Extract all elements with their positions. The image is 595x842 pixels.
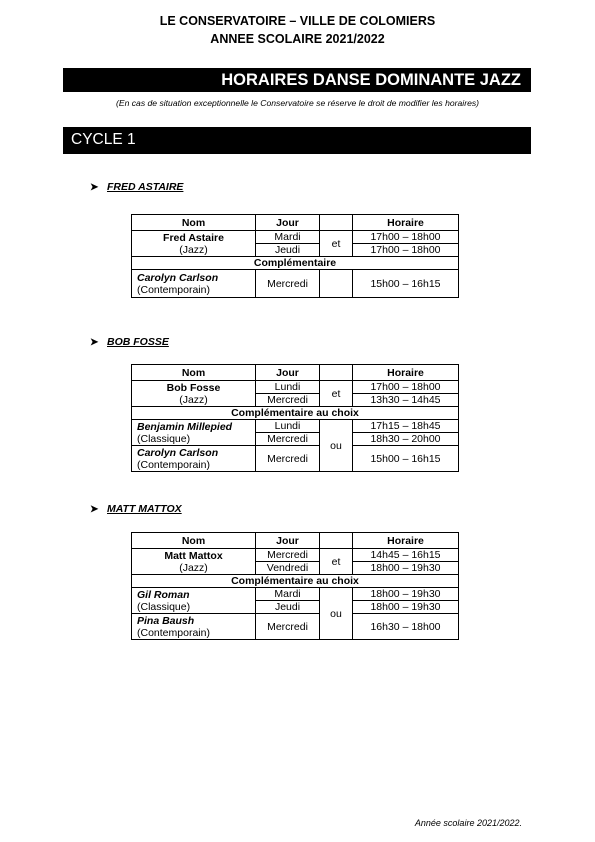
footer-text: Année scolaire 2021/2022. <box>414 818 522 828</box>
connector-cell: et <box>320 231 353 257</box>
time-cell: 18h00 – 19h30 <box>353 562 459 575</box>
disclaimer-note: (En cas de situation exceptionnelle le Conservatoire se réserve le droit de modifier les horaires) <box>115 98 480 108</box>
connector-cell: et <box>320 381 353 407</box>
col-header-jour: Jour <box>256 365 320 381</box>
complement-teacher-cell <box>132 446 256 472</box>
connector-cell: et <box>320 549 353 575</box>
time-cell: 15h00 – 16h15 <box>353 270 459 298</box>
col-header-connector <box>320 365 353 381</box>
title-banner <box>63 68 531 92</box>
time-cell: 13h30 – 14h45 <box>353 394 459 407</box>
time-cell: 18h00 – 19h30 <box>353 601 459 614</box>
col-header-nom: Nom <box>132 533 256 549</box>
day-cell: Jeudi <box>256 601 320 614</box>
connector-cell: ou <box>320 588 353 640</box>
teacher-name: Fred Astaire <box>163 231 224 244</box>
col-header-nom: Nom <box>132 215 256 231</box>
schedule-table <box>131 532 459 640</box>
teacher-name: Gil Roman <box>137 588 190 601</box>
teacher-style: (Jazz) <box>179 561 208 574</box>
col-header-connector <box>320 215 353 231</box>
day-cell: Mercredi <box>256 549 320 562</box>
main-teacher-cell <box>132 231 256 257</box>
arrow-bullet-icon: ➤ <box>90 337 99 348</box>
day-cell: Mardi <box>256 231 320 244</box>
complement-teacher-cell <box>132 614 256 640</box>
teacher-style: (Contemporain) <box>137 626 210 639</box>
complement-teacher-cell <box>132 420 256 446</box>
connector-cell: ou <box>320 420 353 472</box>
section-heading <box>90 336 169 348</box>
schedule-table <box>131 364 459 472</box>
day-cell: Jeudi <box>256 244 320 257</box>
col-header-connector <box>320 533 353 549</box>
day-cell: Mercredi <box>256 394 320 407</box>
arrow-bullet-icon: ➤ <box>90 182 99 193</box>
teacher-style: (Jazz) <box>179 243 208 256</box>
col-header-nom: Nom <box>132 365 256 381</box>
teacher-name: Bob Fosse <box>166 381 221 394</box>
time-cell: 18h30 – 20h00 <box>353 433 459 446</box>
complement-label: Complémentaire au choix <box>132 407 459 420</box>
col-header-horaire: Horaire <box>353 533 459 549</box>
complement-teacher-cell <box>132 588 256 614</box>
complement-label: Complémentaire au choix <box>132 575 459 588</box>
section-title: MATT MATTOX <box>107 503 182 515</box>
teacher-name: Carolyn Carlson <box>137 446 219 459</box>
section-heading <box>90 503 182 515</box>
time-cell: 14h45 – 16h15 <box>353 549 459 562</box>
teacher-style: (Contemporain) <box>137 458 210 471</box>
day-cell: Mercredi <box>256 433 320 446</box>
teacher-name: Pina Baush <box>137 614 195 627</box>
cycle-banner <box>63 127 531 154</box>
col-header-jour: Jour <box>256 215 320 231</box>
connector-cell <box>320 270 353 298</box>
day-cell: Mercredi <box>256 446 320 472</box>
teacher-style: (Classique) <box>137 600 191 613</box>
day-cell: Vendredi <box>256 562 320 575</box>
day-cell: Mardi <box>256 588 320 601</box>
day-cell: Mercredi <box>256 270 320 298</box>
teacher-name: Matt Mattox <box>164 549 223 562</box>
time-cell: 17h00 – 18h00 <box>353 244 459 257</box>
teacher-name: Benjamin Millepied <box>137 420 233 433</box>
time-cell: 17h00 – 18h00 <box>353 231 459 244</box>
time-cell: 17h00 – 18h00 <box>353 381 459 394</box>
col-header-jour: Jour <box>256 533 320 549</box>
header-line2: ANNEE SCOLAIRE 2021/2022 <box>210 32 385 46</box>
teacher-style: (Classique) <box>137 432 191 445</box>
col-header-horaire: Horaire <box>353 365 459 381</box>
arrow-bullet-icon: ➤ <box>90 504 99 515</box>
section-title: FRED ASTAIRE <box>107 181 184 193</box>
teacher-style: (Contemporain) <box>137 283 210 296</box>
cycle-label: CYCLE 1 <box>71 131 136 148</box>
time-cell: 16h30 – 18h00 <box>353 614 459 640</box>
teacher-style: (Jazz) <box>179 393 208 406</box>
day-cell: Lundi <box>256 420 320 433</box>
section-title: BOB FOSSE <box>107 336 169 348</box>
header-line1: LE CONSERVATOIRE – VILLE DE COLOMIERS <box>159 14 436 28</box>
complement-teacher-cell <box>132 270 256 298</box>
time-cell: 18h00 – 19h30 <box>353 588 459 601</box>
day-cell: Lundi <box>256 381 320 394</box>
main-teacher-cell <box>132 381 256 407</box>
section-heading <box>90 181 183 193</box>
main-teacher-cell <box>132 549 256 575</box>
schedule-table <box>131 214 459 298</box>
col-header-horaire: Horaire <box>353 215 459 231</box>
time-cell: 17h15 – 18h45 <box>353 420 459 433</box>
time-cell: 15h00 – 16h15 <box>353 446 459 472</box>
complement-label: Complémentaire <box>132 257 459 270</box>
teacher-name: Carolyn Carlson <box>137 271 219 284</box>
day-cell: Mercredi <box>256 614 320 640</box>
title-banner-text: HORAIRES DANSE DOMINANTE JAZZ <box>221 71 521 89</box>
